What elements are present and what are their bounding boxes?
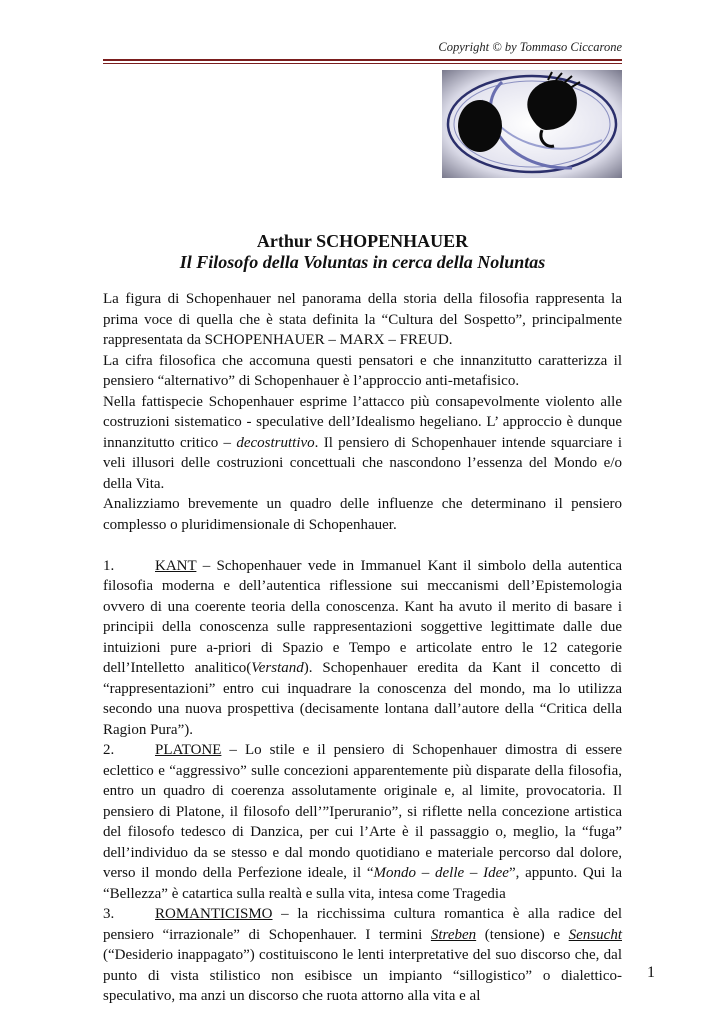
intro-p3-emphasis: decostruttivo: [236, 434, 315, 451]
list-number: 1.: [103, 557, 115, 574]
list-item-text-a: – Lo stile e il pensiero di Schopenhauer dimostra di essere eclettico e “aggressivo” sulle concezioni apparentemente più disparate della filosofia, entro un quadro di coerenza assolutamente originale e, al limite, provocatoria. Il pensiero di Platone, il filosofo dell’”Iperuranio”, si riflette nella concezione artistica del filosofo tedesco di Danzica, per cui l’Arte è il passaggio o, meglio, la “fuga” dell’individuo da se stesso e dal mondo quotidiano e materiale percorso dal dolore, verso il mondo della Perfezione ideale, il “: [103, 742, 622, 881]
header-rule-thick: [103, 59, 622, 61]
list-number: 3.: [103, 906, 115, 922]
intro-paragraph-3: [103, 392, 622, 495]
term-streben: Streben: [430, 926, 477, 943]
document-body: [103, 289, 622, 1007]
intro-paragraph-2: La cifra filosofica che accomuna questi pensatori e che innanzitutto caratterizza il pensiero “alternativo” di Schopenhauer è l’approccio anti-metafisico.: [103, 352, 622, 389]
header-rule-thin: [103, 63, 622, 64]
intro-p3-text-b: . Il pensiero di Schopenhauer intende squarciare i veli illusori delle costruzioni concettuali che nascondono l’essenza del Mondo e/o della Vita.: [103, 434, 623, 492]
list-item-text-a: – la ricchissima cultura romantica è alla radice del pensiero “irrazionale” di Schopenhauer. I termini: [103, 906, 622, 943]
list-item-heading: PLATONE: [155, 742, 222, 758]
list-item-text-m: (tensione) e: [476, 926, 569, 943]
list-item-emphasis: Verstand: [251, 660, 304, 676]
copyright-header: Copyright © by Tommaso Ciccarone: [438, 40, 622, 54]
document-title: Arthur SCHOPENHAUER: [256, 231, 469, 251]
list-number: 2.: [103, 742, 115, 758]
list-item-platone: [103, 740, 622, 904]
list-item-heading: ROMANTICISMO: [155, 906, 273, 922]
list-item-text-a: – Schopenhauer vede in Immanuel Kant il simbolo della autentica filosofia moderna e dell’autentica riflessione sui meccanismi dell’Epistemologia ovvero di una coerente teoria della conoscenza. Kant ha avuto il merito di basare i principii della conoscenza sulle rappresentazioni soggettive legittimate dalle due intuizioni pure a-priori di Spazio e Tempo e articolate entro le 12 categorie dell’Intelletto analitico(: [103, 557, 622, 676]
page-number: 1: [647, 964, 655, 981]
term-sensucht: Sensucht: [568, 926, 622, 943]
list-item-text-b: ). Schopenhauer eredita da Kant il concetto di “rappresentazioni” entro cui inquadrare la conoscenza del mondo, ma lo utilizza secondo una nuova prospettiva (decisamente lontana dall’autore della “Critica della Ragion Pura”).: [103, 660, 622, 738]
list-item-text-b: (“Desiderio inappagato”) costituiscono le lenti interpretative del suo discorso che, dal punto di vista stilistico non esibisce un impianto “sillogistico” o dialettico-speculativo, ma anzi un discorso che ruota attorno alla vita e al: [103, 947, 622, 1004]
intro-paragraph-1: La figura di Schopenhauer nel panorama della storia della filosofia rappresenta la prima voce di quella che è stata definita la “Cultura del Sospetto”, principalmente rappresentata da SCHOPENHAUER – MARX – FREUD.: [103, 291, 622, 348]
document-subtitle: Il Filosofo della Voluntas in cerca della Noluntas: [179, 252, 546, 272]
intro-p3-text-a: Nella fattispecie Schopenhauer esprime l’attacco più consapevolmente violento alle costruzioni sistematico - speculative dell’Idealismo hegeliano. L’ approccio è dunque innanzitutto critico –: [103, 393, 622, 451]
list-item-romanticismo: [103, 904, 622, 1007]
list-item-emphasis: Mondo – delle – Idee: [373, 865, 509, 881]
list-item-text-b: ”, appunto. Qui la “Bellezza” è catartica sulla realtà e sulla vita, intesa come Tragedia: [103, 865, 623, 902]
intro-paragraph-4: Analizziamo brevemente un quadro delle influenze che determinano il pensiero complesso o pluridimensionale di Schopenhauer.: [103, 496, 622, 533]
list-item-heading: KANT: [155, 557, 197, 574]
paragraph-gap: [103, 535, 622, 556]
list-item-kant: [103, 556, 622, 741]
silhouette-logo-icon: [442, 70, 622, 178]
